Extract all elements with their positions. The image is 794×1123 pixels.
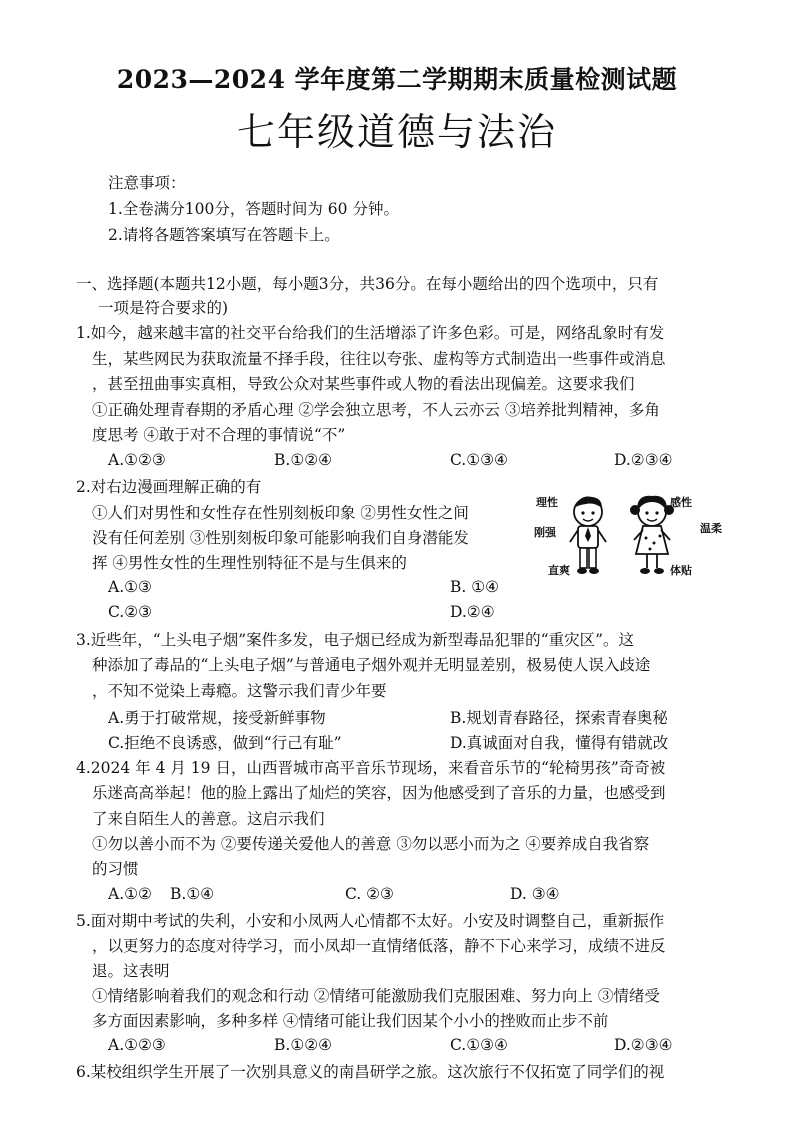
notice-item: 2.请将各题答案填写在答题卡上。 <box>108 226 340 244</box>
q4-choices: 的习惯 <box>92 860 139 878</box>
q4-option-c[interactable]: C. ②③ <box>345 885 394 903</box>
boy-cartoon <box>570 496 606 574</box>
q3-stem: 种添加了毒品的“上头电子烟”与普通电子烟外观并无明显差别，极易使人误入歧途 <box>92 656 651 674</box>
q6-stem: 6.某校组织学生开展了一次别具意义的南昌研学之旅。这次旅行不仅拓宽了同学们的视 <box>76 1063 665 1081</box>
q2-stem: 2.对右边漫画理解正确的有 <box>76 478 262 496</box>
label-emotional: 感性 <box>670 496 692 509</box>
q4-option-b[interactable]: B.①④ <box>170 885 215 903</box>
q4-stem: 乐迷高高举起！他的脸上露出了灿烂的笑容，因为他感受到了音乐的力量，也感受到 <box>92 784 666 802</box>
q2-choices: 挥 ④男性女性的生理性别特征不是与生俱来的 <box>92 554 407 572</box>
q4-option-a[interactable]: A.①② <box>108 885 152 903</box>
q5-option-b[interactable]: B.①②④ <box>274 1036 333 1054</box>
q2-choices: ①人们对男性和女性存在性别刻板印象 ②男性女性之间 <box>92 504 469 522</box>
q5-option-d[interactable]: D.②③④ <box>614 1036 673 1054</box>
q3-option-b[interactable]: B.规划青春路径，探索青春奥秘 <box>450 709 668 727</box>
q5-option-a[interactable]: A.①②③ <box>108 1036 166 1054</box>
subject-title: 七年级道德与法治 <box>236 110 557 154</box>
q2-choices: 没有任何差别 ③性别刻板印象可能影响我们自身潜能发 <box>92 529 469 547</box>
q5-option-c[interactable]: C.①③④ <box>450 1036 508 1054</box>
label-rational: 理性 <box>536 496 558 509</box>
q4-choices: ①勿以善小而不为 ②要传递关爱他人的善意 ③勿以恶小而为之 ④要养成自我省察 <box>92 835 650 853</box>
girl-cartoon <box>630 496 674 574</box>
notice-heading: 注意事项： <box>108 174 186 192</box>
q4-option-d[interactable]: D. ③④ <box>510 885 560 903</box>
q1-stem: 生，某些网民为获取流量不择手段，往往以夸张、虚构等方式制造出一些事件或消息 <box>92 350 666 368</box>
q3-option-a[interactable]: A.勇于打破常规，接受新鲜事物 <box>108 709 326 727</box>
q1-stem: 1.如今，越来越丰富的社交平台给我们的生活增添了许多色彩。可是，网络乱象时有发 <box>76 324 665 342</box>
q2-option-d[interactable]: D.②④ <box>450 603 495 621</box>
q2-option-c[interactable]: C.②③ <box>108 603 153 621</box>
gender-cartoon-figure <box>530 488 730 583</box>
label-straightforward: 直爽 <box>548 564 570 577</box>
q5-choices: ①情绪影响着我们的观念和行动 ②情绪可能激励我们克服困难、努力向上 ③情绪受 <box>92 987 660 1005</box>
q1-option-c[interactable]: C.①③④ <box>450 451 508 469</box>
label-strong: 刚强 <box>534 526 556 539</box>
q3-stem: ，不知不觉染上毒瘾。这警示我们青少年要 <box>92 682 387 700</box>
q1-option-b[interactable]: B.①②④ <box>274 451 333 469</box>
q5-stem: ，以更努力的态度对待学习，而小凤却一直情绪低落，静不下心来学习，成绩不进反 <box>92 937 666 955</box>
notice-item: 1.全卷满分100分，答题时间为 60 分钟。 <box>108 200 399 218</box>
q5-stem: 5.面对期中考试的失利，小安和小凤两人心情都不太好。小安及时调整自己，重新振作 <box>76 912 665 930</box>
q2-option-a[interactable]: A.①③ <box>108 578 152 596</box>
q1-option-d[interactable]: D.②③④ <box>614 451 673 469</box>
q5-choices: 多方面因素影响，多种多样 ④情绪可能让我们因某个小小的挫败而止步不前 <box>92 1012 609 1030</box>
q1-option-a[interactable]: A.①②③ <box>108 451 166 469</box>
section-heading-cont: 一项是符合要求的) <box>98 299 229 317</box>
label-considerate: 体贴 <box>670 564 692 577</box>
q3-stem: 3.近些年，“上头电子烟”案件多发，电子烟已经成为新型毒品犯罪的“重灾区”。这 <box>76 631 634 649</box>
q4-stem: 了来自陌生人的善意。这启示我们 <box>92 810 325 828</box>
q2-option-b[interactable]: B. ①④ <box>450 578 500 596</box>
q4-stem: 4.2024 年 4 月 19 日，山西晋城市高平音乐节现场，来看音乐节的“轮椅男孩”奇奇被 <box>76 759 666 777</box>
q1-choices: ①正确处理青春期的矛盾心理 ②学会独立思考，不人云亦云 ③培养批判精神，多角 <box>92 401 660 419</box>
q1-stem: ，甚至扭曲事实真相，导致公众对某些事件或人物的看法出现偏差。这要求我们 <box>92 375 635 393</box>
label-gentle: 温柔 <box>700 522 722 535</box>
q5-stem: 退。这表明 <box>92 962 170 980</box>
q3-option-d[interactable]: D.真诚面对自我，懂得有错就改 <box>450 734 669 752</box>
q3-option-c[interactable]: C.拒绝不良诱惑，做到“行己有耻” <box>108 734 342 752</box>
exam-title: 2023—2024 学年度第二学期期末质量检测试题 <box>116 65 678 94</box>
q1-choices: 度思考 ④敢于对不合理的事情说“不” <box>92 426 346 444</box>
section-heading: 一、选择题(本题共12小题，每小题3分，共36分。在每小题给出的四个选项中，只有 <box>76 275 659 293</box>
